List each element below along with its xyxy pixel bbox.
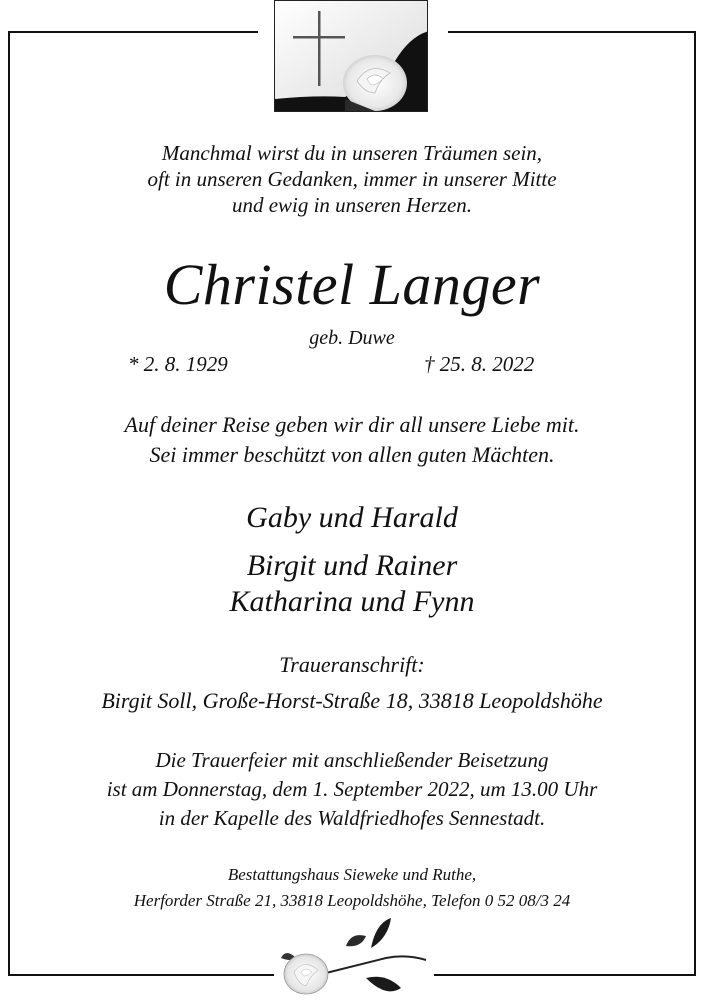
ceremony-info bbox=[0, 746, 704, 833]
family-member: Birgit und Rainer bbox=[246, 549, 458, 582]
mourning-address: Birgit Soll, Große-Horst-Straße 18, 33818 Leopoldshöhe bbox=[101, 688, 603, 713]
death-date: † 25. 8. 2022 bbox=[424, 352, 535, 376]
cross-with-rose-icon bbox=[274, 0, 428, 112]
family-member: Katharina und Fynn bbox=[229, 585, 475, 618]
deceased-name: Christel Langer bbox=[163, 252, 541, 317]
family-member: Gaby und Harald bbox=[246, 501, 458, 534]
ceremony-line: in der Kapelle des Waldfriedhofes Sennestadt. bbox=[158, 806, 546, 830]
birth-name: geb. Duwe bbox=[309, 327, 395, 349]
opening-verse bbox=[0, 140, 704, 218]
funeral-home bbox=[0, 862, 704, 914]
verse-line: und ewig in unseren Herzen. bbox=[231, 193, 473, 217]
family-members bbox=[0, 548, 704, 620]
verse-line: Auf deiner Reise geben wir dir all unsere Liebe mit. bbox=[124, 412, 580, 437]
mourning-address-label: Traueranschrift: bbox=[279, 652, 425, 677]
funeral-home-address: Herforder Straße 21, 33818 Leopoldshöhe, Telefon 0 52 08/3 24 bbox=[133, 891, 571, 910]
verse-line: Manchmal wirst du in unseren Träumen sein, bbox=[161, 141, 543, 165]
funeral-home-name: Bestattungshaus Sieweke und Ruthe, bbox=[227, 865, 477, 884]
rose-icon bbox=[276, 918, 436, 998]
verse-line: oft in unseren Gedanken, immer in unserer Mitte bbox=[147, 167, 557, 191]
verse-line: Sei immer beschützt von allen guten Mächten. bbox=[149, 442, 555, 467]
birth-date: * 2. 8. 1929 bbox=[128, 352, 228, 376]
farewell-verse bbox=[0, 410, 704, 470]
ceremony-line: Die Trauerfeier mit anschließender Beisetzung bbox=[155, 748, 549, 772]
ceremony-line: ist am Donnerstag, dem 1. September 2022, um 13.00 Uhr bbox=[106, 777, 598, 801]
